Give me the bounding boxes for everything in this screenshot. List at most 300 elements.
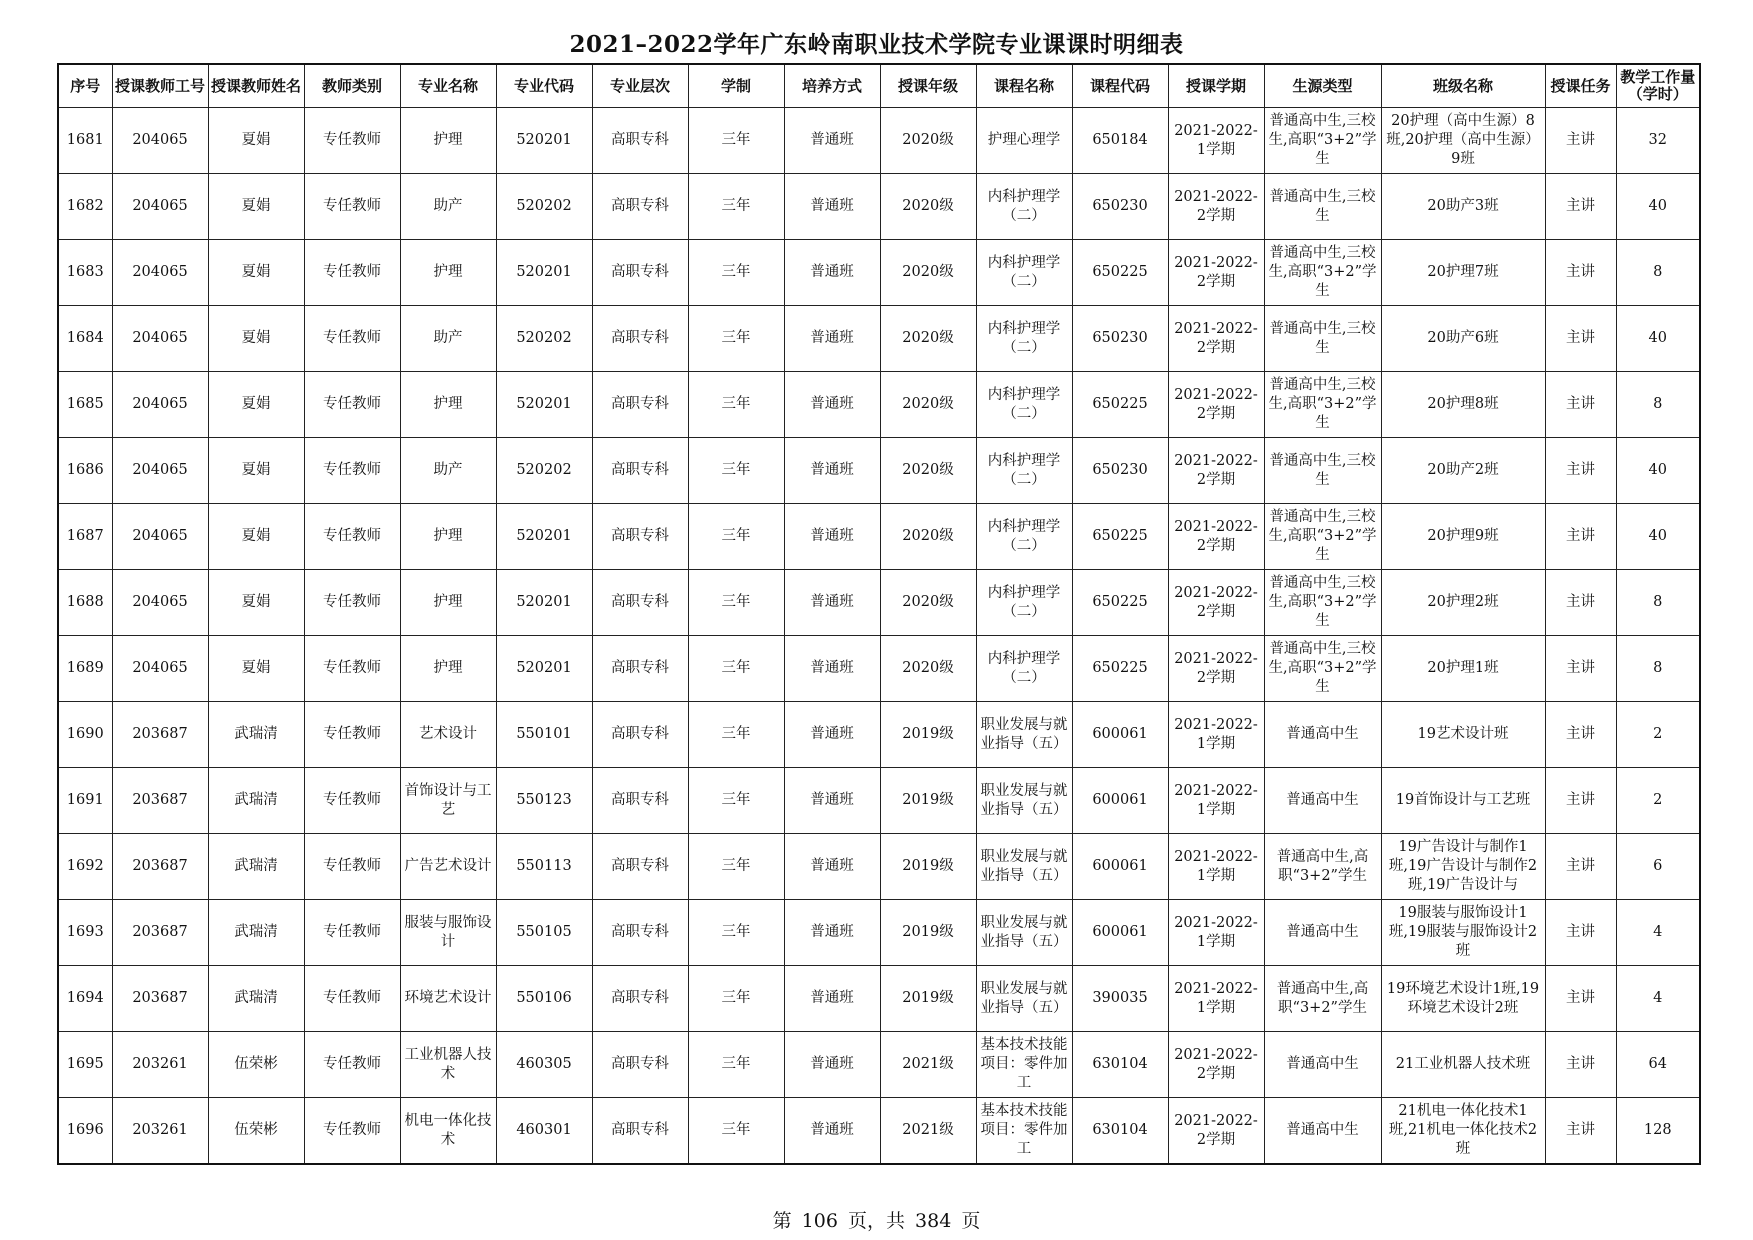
table-cell [688,702,784,768]
table-cell [208,108,304,174]
cell-text: 2019级 [902,858,954,874]
cell-text: 普通高中生,三校生,高职“3+2”学生 [1268,641,1377,695]
cell-text: 武瑞清 [234,858,278,874]
cell-text: 夏娟 [241,462,271,478]
table-cell [976,438,1072,504]
cell-text: 2020级 [902,660,954,676]
table-cell [304,174,400,240]
table-cell [1616,966,1700,1032]
page-suffix: 页 [961,1210,981,1232]
table-cell [58,1098,112,1165]
cell-text: 20助产3班 [1427,198,1499,214]
table-row [58,966,1700,1032]
column-header: 序号 [58,64,112,108]
table-cell [1616,900,1700,966]
table-cell [304,1098,400,1165]
cell-text: 三年 [721,330,751,346]
table-cell [1545,438,1616,504]
cell-text: 2019级 [902,726,954,742]
table-cell [880,108,976,174]
table-cell [1616,1032,1700,1098]
table-cell [592,900,688,966]
cell-text: 520201 [516,132,572,148]
cell-text: 2021-2022-2学期 [1174,452,1258,488]
cell-text: 主讲 [1566,1122,1595,1138]
cell-text: 高职专科 [611,330,669,346]
table-cell [1616,570,1700,636]
table-cell [1616,504,1700,570]
cell-text: 520201 [516,660,572,676]
table-cell [592,504,688,570]
cell-text: 普通高中生,高职“3+2”学生 [1276,848,1369,884]
cell-text: 650225 [1092,264,1148,280]
table-cell [304,834,400,900]
cell-text: 204065 [132,396,188,412]
header-row [58,64,1700,108]
cell-text: 40 [1648,528,1667,544]
cell-text: 390035 [1092,990,1148,1006]
page-prefix: 第 [772,1210,792,1232]
table-row [58,768,1700,834]
cell-text: 2021-2022-2学期 [1174,1112,1258,1148]
cell-text: 三年 [721,924,751,940]
table-cell [592,108,688,174]
cell-text: 三年 [721,594,751,610]
table-cell [112,1098,208,1165]
table-cell [1381,306,1545,372]
table-row [58,636,1700,702]
table-cell [496,108,592,174]
table-cell [208,504,304,570]
cell-text: 专任教师 [323,1122,381,1138]
table-row [58,108,1700,174]
cell-text: 1688 [66,594,104,610]
cell-text: 1693 [66,924,104,940]
table-cell [688,174,784,240]
table-cell [58,240,112,306]
column-header: 教师类别 [304,64,400,108]
table-row [58,900,1700,966]
table-body [58,108,1700,1165]
cell-text: 夏娟 [241,528,271,544]
table-cell [400,570,496,636]
table-cell [880,504,976,570]
cell-text: 三年 [721,1056,751,1072]
table-cell [1168,438,1264,504]
cell-text: 内科护理学（二） [987,188,1061,224]
table-cell [1545,174,1616,240]
cell-text: 专任教师 [323,660,381,676]
cell-text: 广告艺术设计 [404,858,492,874]
table-cell [208,768,304,834]
table-cell [592,834,688,900]
cell-text: 20护理1班 [1427,660,1499,676]
table-cell [688,570,784,636]
table-cell [1381,966,1545,1032]
table-cell [592,174,688,240]
cell-text: 工业机器人技术 [404,1046,492,1082]
cell-text: 专任教师 [323,264,381,280]
table-cell [1616,108,1700,174]
cell-text: 20护理2班 [1427,594,1499,610]
table-cell [400,240,496,306]
cell-text: 550101 [516,726,572,742]
page-current: 106 [801,1210,838,1232]
table-cell [880,174,976,240]
cell-text: 主讲 [1566,990,1595,1006]
table-cell [112,768,208,834]
cell-text: 高职专科 [611,924,669,940]
table-cell [304,966,400,1032]
cell-text: 普通高中生,三校生,高职“3+2”学生 [1268,377,1377,431]
cell-text: 40 [1648,198,1667,214]
cell-text: 650225 [1092,396,1148,412]
table-cell [208,1032,304,1098]
table-cell [1264,174,1381,240]
table-cell [592,240,688,306]
cell-text: 高职专科 [611,1056,669,1072]
table-cell [592,966,688,1032]
cell-text: 203687 [132,990,188,1006]
cell-text: 8 [1653,660,1663,676]
table-cell [880,438,976,504]
cell-text: 19环境艺术设计1班,19环境艺术设计2班 [1386,980,1540,1016]
cell-text: 高职专科 [611,594,669,610]
cell-text: 520202 [516,462,572,478]
table-cell [304,372,400,438]
table-cell [1264,438,1381,504]
table-cell [592,1032,688,1098]
table-cell [880,900,976,966]
table-cell [592,372,688,438]
cell-text: 128 [1643,1122,1672,1138]
cell-text: 2021-2022-1学期 [1174,716,1258,752]
table-cell [1168,966,1264,1032]
table-cell [1072,900,1168,966]
cell-text: 助产 [433,462,463,478]
table-cell [784,240,880,306]
cell-text: 普通高中生 [1286,726,1359,742]
cell-text: 1684 [66,330,104,346]
cell-text: 普通高中生,三校生 [1269,188,1376,224]
table-cell [112,504,208,570]
cell-text: 2020级 [902,198,954,214]
cell-text: 夏娟 [241,396,271,412]
table-cell [1168,1032,1264,1098]
table-cell [208,1098,304,1165]
table-cell [208,834,304,900]
table-cell [880,1098,976,1165]
cell-text: 服装与服饰设计 [404,914,492,950]
table-cell [112,1032,208,1098]
cell-text: 高职专科 [611,792,669,808]
table-cell [496,306,592,372]
cell-text: 夏娟 [241,264,271,280]
table-cell [58,966,112,1032]
cell-text: 普通班 [810,990,854,1006]
cell-text: 1691 [66,792,104,808]
table-cell [976,504,1072,570]
table-cell [976,702,1072,768]
cell-text: 64 [1648,1056,1667,1072]
cell-text: 专任教师 [323,198,381,214]
table-cell [1545,1098,1616,1165]
cell-text: 650184 [1092,132,1148,148]
cell-text: 650230 [1092,330,1148,346]
table-cell [1072,636,1168,702]
cell-text: 伍荣彬 [234,1122,278,1138]
cell-text: 2021-2022-2学期 [1174,584,1258,620]
table-cell [400,966,496,1032]
cell-text: 夏娟 [241,198,271,214]
table-cell [1264,900,1381,966]
cell-text: 职业发展与就业指导（五） [980,848,1068,884]
cell-text: 高职专科 [611,462,669,478]
cell-text: 520202 [516,198,572,214]
table-cell [496,174,592,240]
cell-text: 2021-2022-2学期 [1174,254,1258,290]
column-header: 专业名称 [400,64,496,108]
column-header: 授课教师姓名 [208,64,304,108]
page-total: 384 [915,1210,952,1232]
cell-text: 助产 [433,330,463,346]
table-cell [1545,702,1616,768]
cell-text: 19广告设计与制作1班,19广告设计与制作2班,19广告设计与 [1388,839,1538,893]
table-cell [688,504,784,570]
cell-text: 三年 [721,198,751,214]
table-cell [1072,108,1168,174]
table-cell [304,504,400,570]
table-cell [1264,768,1381,834]
table-cell [1072,240,1168,306]
table-cell [880,306,976,372]
cell-text: 203687 [132,858,188,874]
cell-text: 三年 [721,792,751,808]
table-cell [58,636,112,702]
table-cell [112,900,208,966]
table-cell [976,306,1072,372]
table-cell [400,768,496,834]
table-cell [304,900,400,966]
table-cell [1264,636,1381,702]
table-cell [784,174,880,240]
cell-text: 内科护理学（二） [987,320,1061,356]
cell-text: 主讲 [1566,462,1595,478]
table-cell [592,306,688,372]
cell-text: 专任教师 [323,858,381,874]
table-cell [112,372,208,438]
table-cell [784,636,880,702]
table-cell [1168,702,1264,768]
table-cell [208,966,304,1032]
cell-text: 护理 [433,264,463,280]
table-cell [1381,240,1545,306]
table-cell [1168,372,1264,438]
table-cell [592,768,688,834]
table-cell [304,108,400,174]
cell-text: 204065 [132,132,188,148]
cell-text: 高职专科 [611,858,669,874]
cell-text: 主讲 [1566,264,1595,280]
cell-text: 20助产6班 [1427,330,1499,346]
table-cell [1616,636,1700,702]
cell-text: 职业发展与就业指导（五） [980,914,1068,950]
cell-text: 204065 [132,660,188,676]
table-cell [688,1098,784,1165]
table-cell [688,372,784,438]
cell-text: 内科护理学（二） [987,650,1061,686]
cell-text: 职业发展与就业指导（五） [980,980,1068,1016]
cell-text: 普通高中生,三校生,高职“3+2”学生 [1268,575,1377,629]
table-cell [1616,174,1700,240]
cell-text: 主讲 [1566,726,1595,742]
cell-text: 主讲 [1566,660,1595,676]
cell-text: 助产 [433,198,463,214]
cell-text: 护理 [433,660,463,676]
table-cell [112,240,208,306]
cell-text: 4 [1653,924,1663,940]
table-cell [1264,1032,1381,1098]
table-cell [400,372,496,438]
cell-text: 1692 [66,858,104,874]
cell-text: 武瑞清 [234,924,278,940]
table-cell [976,174,1072,240]
table-cell [784,900,880,966]
cell-text: 普通高中生,三校生,高职“3+2”学生 [1268,245,1377,299]
table-cell [880,1032,976,1098]
cell-text: 204065 [132,264,188,280]
table-cell [112,702,208,768]
cell-text: 主讲 [1566,330,1595,346]
cell-text: 21机电一体化技术1班,21机电一体化技术2班 [1388,1103,1538,1157]
cell-text: 主讲 [1566,198,1595,214]
table-cell [1264,1098,1381,1165]
table-cell [1168,834,1264,900]
cell-text: 2021-2022-1学期 [1174,122,1258,158]
cell-text: 1683 [66,264,104,280]
table-cell [1168,570,1264,636]
table-cell [688,966,784,1032]
table-cell [400,834,496,900]
cell-text: 主讲 [1566,528,1595,544]
table-cell [880,240,976,306]
cell-text: 460305 [516,1056,572,1072]
table-cell [1072,306,1168,372]
cell-text: 专任教师 [323,330,381,346]
table-cell [784,702,880,768]
cell-text: 2 [1653,792,1663,808]
cell-text: 520201 [516,396,572,412]
table-cell [112,306,208,372]
cell-text: 1686 [66,462,104,478]
table-cell [1072,966,1168,1032]
table-cell [1616,702,1700,768]
table-cell [688,1032,784,1098]
cell-text: 高职专科 [611,660,669,676]
table-cell [1168,768,1264,834]
table-cell [1381,372,1545,438]
cell-text: 专任教师 [323,1056,381,1072]
cell-text: 专任教师 [323,924,381,940]
table-cell [1545,1032,1616,1098]
cell-text: 主讲 [1566,396,1595,412]
cell-text: 普通班 [810,1122,854,1138]
table-cell [112,570,208,636]
cell-text: 1689 [66,660,104,676]
table-cell [976,900,1072,966]
cell-text: 高职专科 [611,198,669,214]
column-header: 培养方式 [784,64,880,108]
cell-text: 夏娟 [241,132,271,148]
cell-text: 专任教师 [323,726,381,742]
table-cell [880,834,976,900]
column-header: 学制 [688,64,784,108]
cell-text: 550105 [516,924,572,940]
table-cell [304,1032,400,1098]
cell-text: 普通班 [810,858,854,874]
table-cell [1168,240,1264,306]
cell-text: 夏娟 [241,330,271,346]
table-cell [1264,570,1381,636]
cell-text: 普通班 [810,330,854,346]
cell-text: 2021-2022-1学期 [1174,980,1258,1016]
table-cell [58,1032,112,1098]
cell-text: 550106 [516,990,572,1006]
table-cell [1545,900,1616,966]
cell-text: 203261 [132,1056,188,1072]
table-cell [784,108,880,174]
table-cell [304,438,400,504]
table-row [58,570,1700,636]
table-cell [1545,306,1616,372]
cell-text: 基本技术技能项目：零件加工 [980,1103,1068,1157]
table-cell [1381,1032,1545,1098]
cell-text: 普通班 [810,594,854,610]
table-cell [784,570,880,636]
cell-text: 普通高中生 [1286,924,1359,940]
cell-text: 6 [1653,858,1663,874]
cell-text: 19艺术设计班 [1417,726,1509,742]
table-cell [1168,900,1264,966]
cell-text: 内科护理学（二） [987,518,1061,554]
table-cell [688,240,784,306]
table-cell [880,372,976,438]
table-cell [1545,570,1616,636]
table-cell [496,504,592,570]
table-cell [784,834,880,900]
cell-text: 2019级 [902,792,954,808]
cell-text: 三年 [721,462,751,478]
table-cell [208,438,304,504]
table-cell [58,174,112,240]
cell-text: 32 [1648,132,1667,148]
cell-text: 专任教师 [323,396,381,412]
table-cell [1381,768,1545,834]
table-cell [976,768,1072,834]
table-cell [112,636,208,702]
table-cell [1264,504,1381,570]
cell-text: 1687 [66,528,104,544]
table-cell [1381,438,1545,504]
cell-text: 三年 [721,528,751,544]
cell-text: 高职专科 [611,132,669,148]
table-cell [976,570,1072,636]
table-cell [784,504,880,570]
table-cell [784,1098,880,1165]
table-cell [976,240,1072,306]
table-cell [112,966,208,1032]
table-cell [208,636,304,702]
